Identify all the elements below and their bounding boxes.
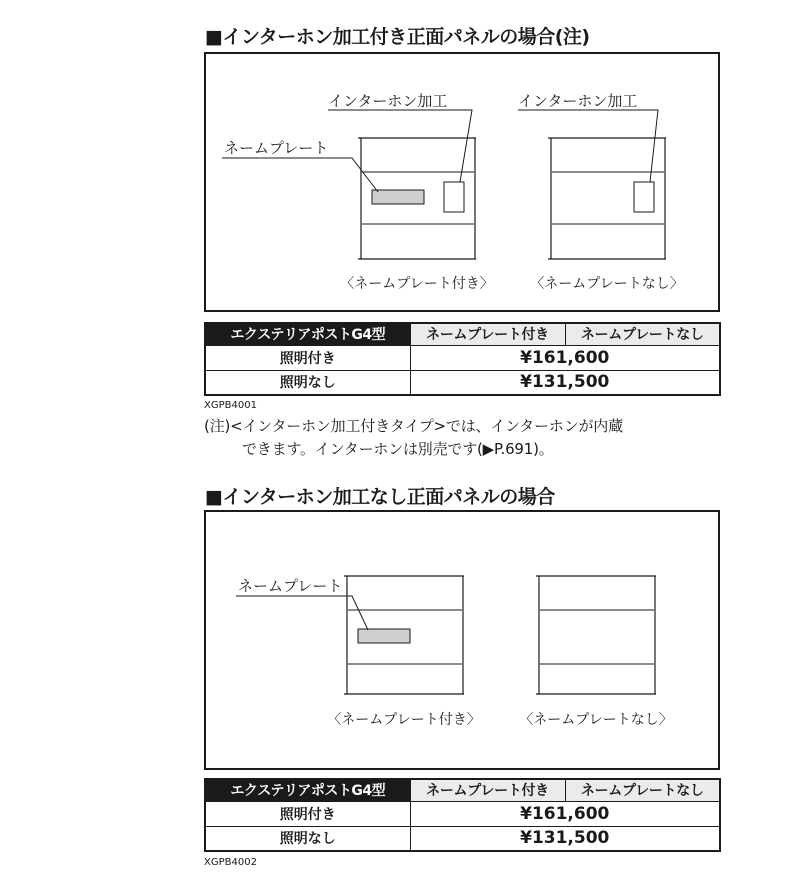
- row-label: 照明付き: [205, 801, 410, 826]
- section2-price-table: [204, 778, 721, 852]
- section2-diagram-frame: [204, 510, 720, 770]
- header-product: エクステリアポストG4型: [205, 779, 410, 801]
- nameplate-label-2: ネームプレート: [238, 577, 343, 595]
- intercom-cutout-shape-right: [634, 182, 654, 212]
- price-value: ¥131,500: [410, 370, 720, 395]
- note-line-1: (注)<インターホン加工付きタイプ>では、インターホンが内蔵: [204, 417, 623, 435]
- caption-with-nameplate: 〈ネームプレート付き〉: [340, 276, 494, 292]
- nameplate-shape: [372, 190, 424, 204]
- header-without-nameplate: ネームプレートなし: [565, 323, 720, 345]
- header-with-nameplate: ネームプレート付き: [410, 779, 565, 801]
- price-value: ¥161,600: [410, 345, 720, 370]
- panel-with-nameplate-intercom: [358, 138, 476, 259]
- section1-heading: ■インターホン加工付き正面パネルの場合(注): [205, 26, 590, 48]
- intercom-label-left: インターホン加工: [328, 92, 448, 110]
- price-value: ¥161,600: [410, 801, 720, 826]
- section1-diagram-frame: [204, 52, 720, 312]
- table-row: [205, 370, 720, 395]
- nameplate-label: ネームプレート: [224, 139, 329, 157]
- table-row: [205, 345, 720, 370]
- panel-with-nameplate: [344, 576, 464, 694]
- section1-price-table: [204, 322, 721, 396]
- note-line-2: できます。インターホンは別売です(▶P.691)。: [242, 440, 554, 458]
- section2-heading: ■インターホン加工なし正面パネルの場合: [205, 486, 555, 508]
- intercom-cutout-shape: [444, 182, 464, 212]
- panel-without-nameplate-intercom: [548, 138, 666, 259]
- panel-without-nameplate: [536, 576, 656, 694]
- row-label: 照明なし: [205, 826, 410, 851]
- header-without-nameplate: ネームプレートなし: [565, 779, 720, 801]
- row-label: 照明なし: [205, 370, 410, 395]
- intercom-label-right: インターホン加工: [518, 92, 638, 110]
- table-row: [205, 826, 720, 851]
- section2-diagram: [206, 512, 718, 768]
- table-row: [205, 801, 720, 826]
- row-label: 照明付き: [205, 345, 410, 370]
- header-with-nameplate: ネームプレート付き: [410, 323, 565, 345]
- caption-without-nameplate-2: 〈ネームプレートなし〉: [519, 712, 673, 728]
- product-code-1: XGPB4001: [204, 400, 257, 411]
- product-code-2: XGPB4002: [204, 857, 257, 868]
- price-value: ¥131,500: [410, 826, 720, 851]
- caption-with-nameplate-2: 〈ネームプレート付き〉: [327, 712, 481, 728]
- header-product: エクステリアポストG4型: [205, 323, 410, 345]
- section1-diagram: [206, 54, 718, 310]
- caption-without-nameplate: 〈ネームプレートなし〉: [530, 276, 684, 292]
- nameplate-shape: [358, 629, 410, 643]
